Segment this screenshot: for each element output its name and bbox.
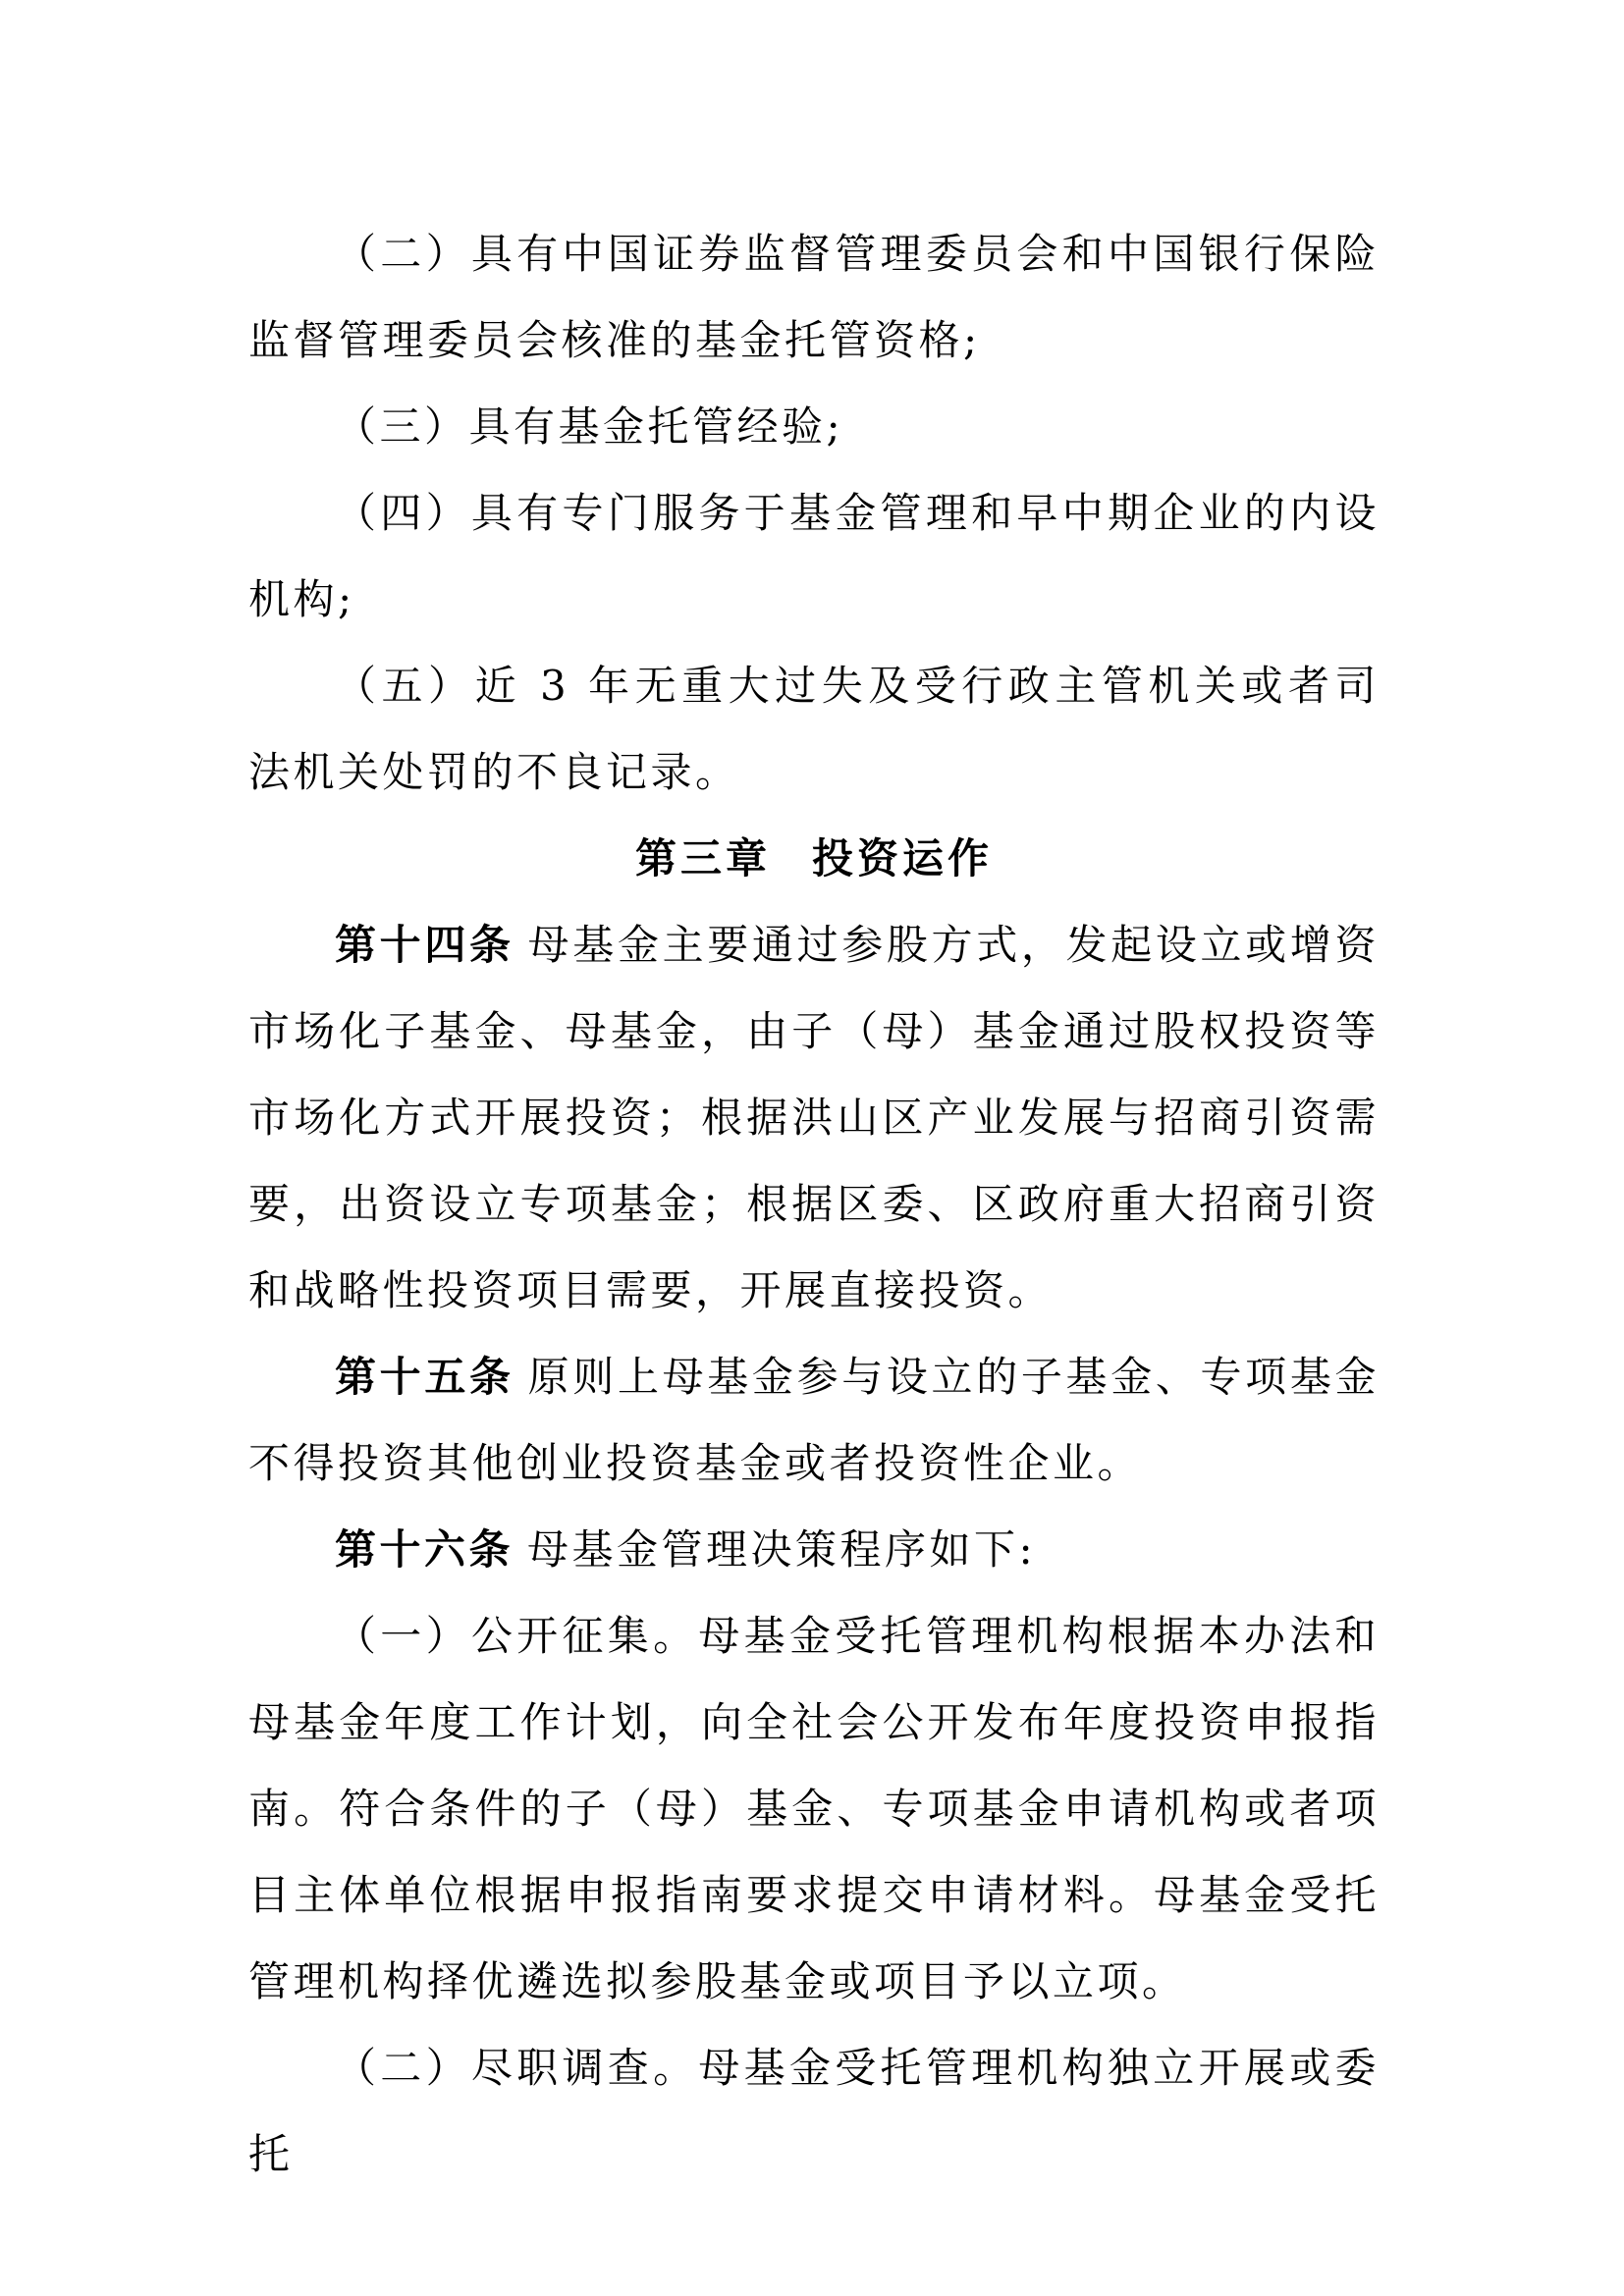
clause-paragraph: （二）尽职调查。母基金受托管理机构独立开展或委托: [248, 2044, 1380, 2178]
article-number: 第十六条: [335, 1525, 514, 1574]
clause-paragraph: （一）公开征集。母基金受托管理机构根据本办法和母基金年度工作计划，向全社会公开发布年度投资申报指南。符合条件的子（母）基金、专项基金申请机构或者项目主体单位根据申报指南要求提交申请材料。母基金受托管理机构择优遴选拟参股基金或项目予以立项。: [248, 1612, 1380, 2005]
clause-paragraph: （三）具有基金托管经验;: [335, 402, 844, 451]
article-text: 原则上母基金参与设立的子基金、专项基金不得投资其他创业投资基金或者投资性企业。: [248, 1353, 1380, 1487]
article-paragraph: [248, 1507, 1380, 1593]
clause-paragraph: （二）具有中国证券监督管理委员会和中国银行保险监督管理委员会核准的基金托管资格;: [248, 230, 1380, 364]
article-paragraph: [248, 1334, 1380, 1507]
chapter-heading: [248, 816, 1380, 902]
article-paragraph: [248, 902, 1380, 1334]
document-body: [248, 211, 1380, 2198]
clause-paragraph: （五）近 3 年无重大过失及受行政主管机关或者司法机关处罚的不良记录。: [248, 662, 1380, 796]
article-text: 母基金管理决策程序如下:: [527, 1525, 1037, 1574]
article-text: 母基金主要通过参股方式，发起设立或增资市场化子基金、母基金，由子（母）基金通过股权投资等市场化方式开展投资；根据洪山区产业发展与招商引资需要，出资设立专项基金；根据区委、区政府重大招商引资和战略性投资项目需要，开展直接投资。: [248, 921, 1380, 1314]
chapter-number: 第三章: [634, 834, 771, 882]
chapter-title: 投资运作: [812, 834, 994, 882]
clause-paragraph: （四）具有专门服务于基金管理和早中期企业的内设机构;: [248, 489, 1380, 623]
article-number: 第十五条: [335, 1353, 514, 1401]
article-number: 第十四条: [335, 921, 514, 969]
